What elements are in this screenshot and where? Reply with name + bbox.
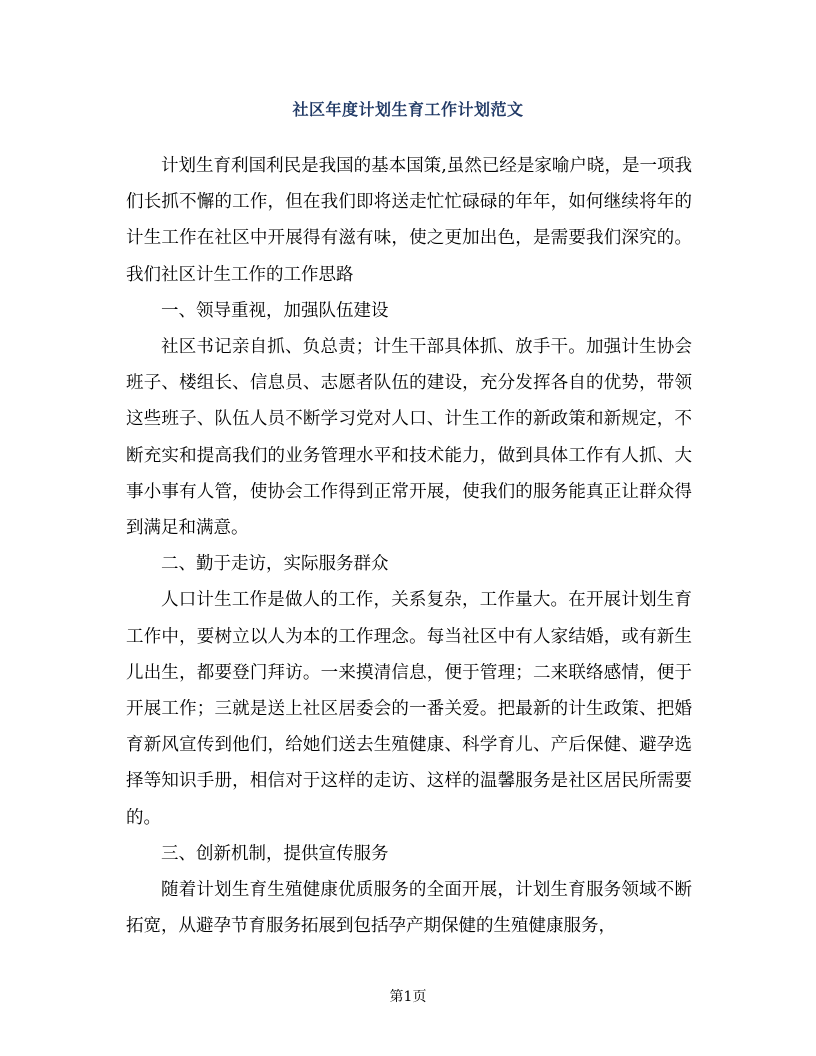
section-heading-2: 二、勤于走访，实际服务群众 [161, 554, 389, 575]
section-paragraph-2: 人口计生工作是做人的工作，关系复杂，工作量大。在开展计划生育工作中，要树立以人为本的工作理念。每当社区中有人家结婚，或有新生儿出生，都要登门拜访。一来摸清信息，便于管理；二来联络感情，便于开展工作；三就是送上社区居委会的一番关爱。把最新的计生政策、把婚育新风宣传到他们，给她们送去生殖健康、科学育儿、产后保健、避孕选择等知识手册，相信对于这样的走访、这样的温馨服务是社区居民所需要的。 [126, 590, 692, 828]
document-title: 社区年度计划生育工作计划范文 [292, 100, 524, 119]
document-body [126, 148, 692, 944]
section-heading-1: 一、领导重视，加强队伍建设 [161, 300, 389, 321]
section-paragraph-1: 社区书记亲自抓、负总责；计生干部具体抓、放手干。加强计生协会班子、楼组长、信息员、志愿者队伍的建设，充分发挥各自的优势，带领这些班子、队伍人员不断学习党对人口、计生工作的新政策和新规定，不断充实和提高我们的业务管理水平和技术能力，做到具体工作有人抓、大事小事有人管，使协会工作得到正常开展，使我们的服务能真正让群众得到满足和满意。 [126, 337, 692, 539]
section-paragraph-3: 随着计划生育生殖健康优质服务的全面开展，计划生育服务领域不断拓宽，从避孕节育服务拓展到包括孕产期保健的生殖健康服务， [126, 880, 692, 937]
section-heading-3: 三、创新机制，提供宣传服务 [161, 843, 389, 864]
intro-paragraph: 计划生育利国利民是我国的基本国策,虽然已经是家喻户晓，是一项我们长抓不懈的工作，但在我们即将送走忙忙碌碌的年年，如何继续将年的计生工作在社区中开展得有滋有味，使之更加出色，是需要我们深究的。我们社区计生工作的工作思路 [126, 156, 692, 285]
page-number: 第1页 [389, 989, 427, 1005]
